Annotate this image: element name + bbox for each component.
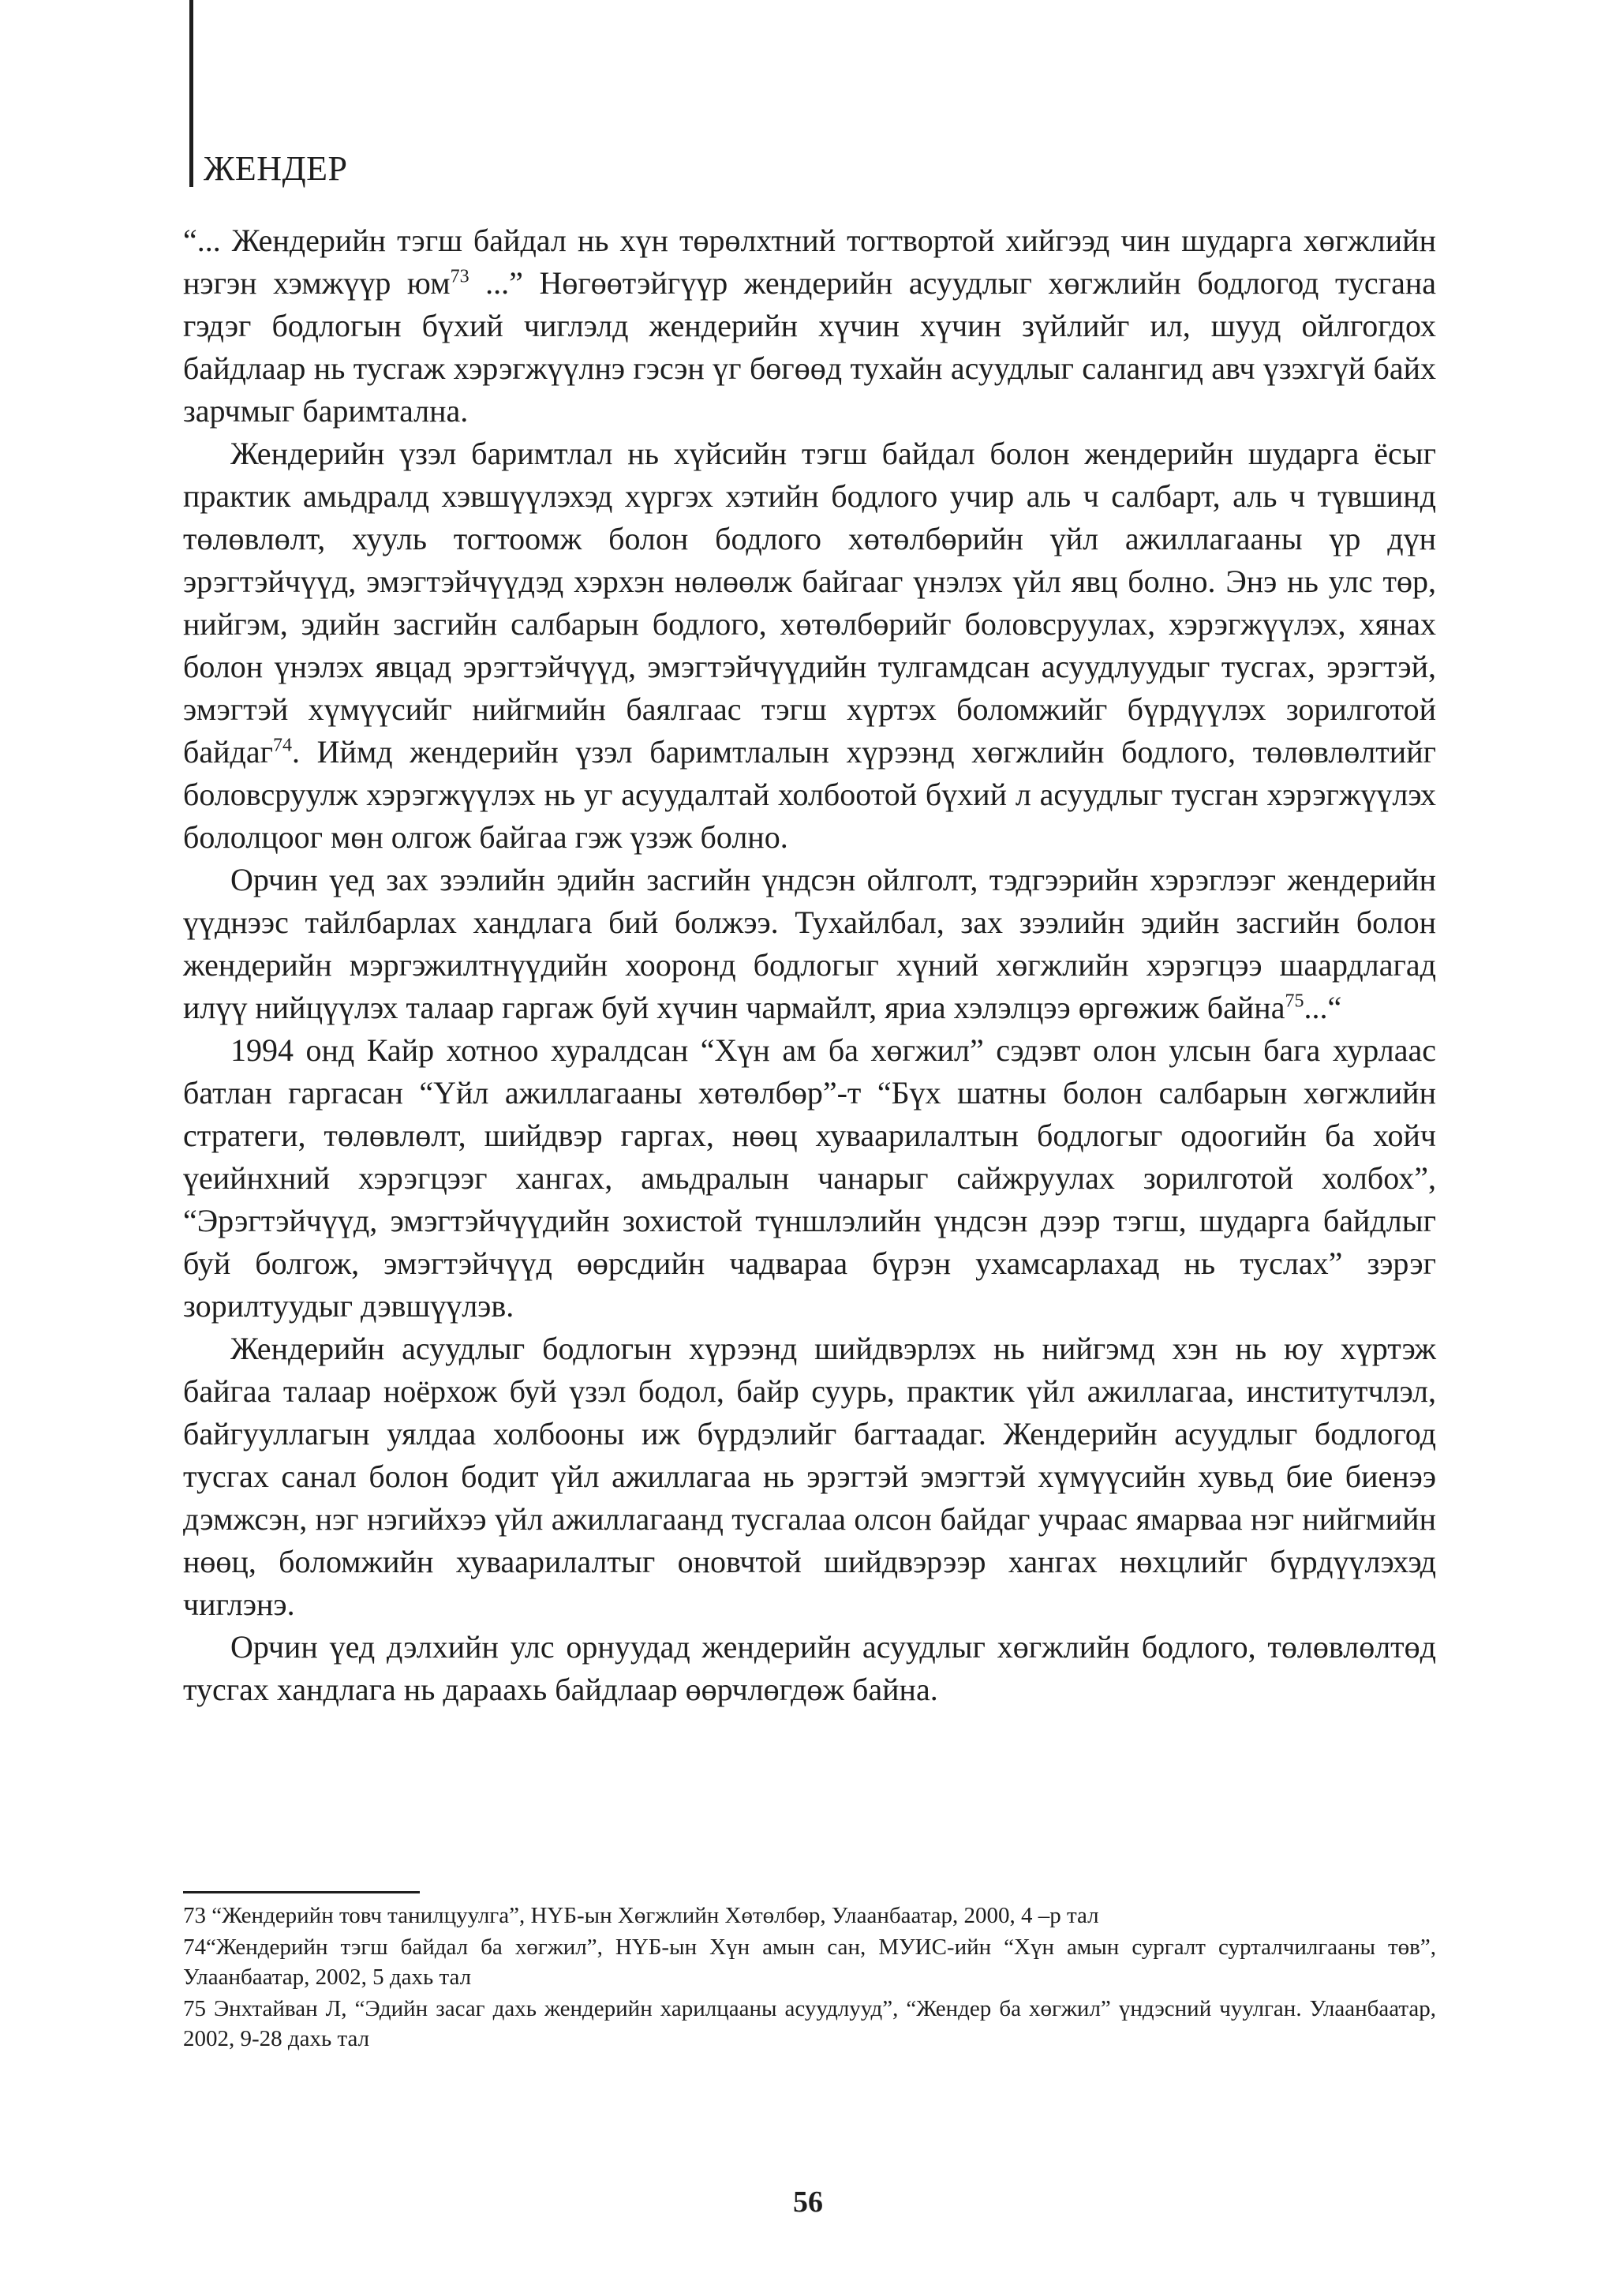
header-vertical-rule xyxy=(189,0,193,187)
footnote-ref-74[interactable]: 74 xyxy=(273,735,293,756)
footnote-ref-73[interactable]: 73 xyxy=(450,266,469,287)
paragraph-5: Жендерийн асуудлыг бодлогын хүрээнд шийдвэрлэх нь нийгэмд хэн нь юу хүртэж байгаа талаар ноёрхож буй үзэл бодол, байр суурь, практик үйл ажиллагаа, институтчлэл, байгууллагын уялдаа холбооны иж бүрдэлийг багтаадаг. Жендерийн асуудлыг бодлогод тусгах санал болон бодит үйл ажиллагаа нь эрэгтэй эмэгтэй хүмүүсийн хувьд бие биенээ дэмжсэн, нэг нэгийхээ үйл ажиллагаанд тусгалаа олсон байдаг учраас ямарваа нэг нийгмийн нөөц, боломжийн хуваарилалтыг оновчтой шийдвэрээр хангах нөхцлийг бүрдүүлэхэд чиглэнэ. xyxy=(183,1331,1436,1622)
footnote-74: 74“Жендерийн тэгш байдал ба хөгжил”, НҮБ-ын Хүн амын сан, МУИС-ийн “Хүн амын сургалт сурталчилгааны төв”, Улаанбаатар, 2002, 5 дахь тал xyxy=(183,1935,1436,1990)
footnote-separator xyxy=(183,1891,420,1893)
paragraph-2: Жендерийн үзэл баримтлал нь хүйсийн тэгш байдал болон жендерийн шударга ёсыг практик амьдралд хэвшүүлэхэд хүргэх хэтийн бодлого учир аль ч салбарт, аль ч түвшинд төлөвлөлт, хууль тогтоомж болон бодлого хөтөлбөрийн үйл ажиллагааны үр дүн эрэгтэйчүүд, эмэгтэйчүүдэд хэрхэн нөлөөлж байгааг үнэлэх үйл явц болно. Энэ нь улс төр, нийгэм, эдийн засгийн салбарын бодлого, хөтөлбөрийг боловсруулах, хэрэгжүүлэх, хянах болон үнэлэх явцад эрэгтэйчүүд, эмэгтэйчүүдийн тулгамдсан асуудлуудыг тусгах, эрэгтэй, эмэгтэй хүмүүсийг нийгмийн баялгаас тэгш хүртэх боломжийг бүрдүүлэх зорилготой байдаг$^{74}$. Иймд жендерийн үзэл баримтлалын хүрээнд хөгжлийн бодлого, төлөвлөлтийг боловсруулж хэрэгжүүлэх нь уг асуудалтай холбоотой бүхий л асуудлыг тусган хэрэгжүүлэх бололцоог мөн олгож байгаа гэж үзэж болно. xyxy=(183,436,1436,855)
page-number: 56 xyxy=(793,2186,823,2219)
body-text xyxy=(183,219,1436,1711)
paragraph-4: 1994 онд Кайр хотноо хуралдсан “Хүн ам ба хөгжил” сэдэвт олон улсын бага хурлаас батлан гаргасан “Үйл ажиллагааны хөтөлбөр”-т “Бүх шатны болон салбарын хөгжлийн стратеги, төлөвлөлт, шийдвэр гаргах, нөөц хуваарилалтын бодлогыг одоогийн ба хойч үеийнхний хэрэгцээг хангах, амьдралын чанарыг сайжруулах зорилготой холбох”, “Эрэгтэйчүүд, эмэгтэйчүүдийн зохистой түншлэлийн үндсэн дээр тэгш, шударга байдлыг буй болгож, эмэгтэйчүүд өөрсдийн чадвараа бүрэн ухамсарлахад нь туслах” зэрэг зорилтуудыг дэвшүүлэв. xyxy=(183,1032,1436,1324)
paragraph-6: Орчин үед дэлхийн улс орнуудад жендерийн асуудлыг хөгжлийн бодлого, төлөвлөлтөд тусгах хандлага нь дараахь байдлаар өөрчлөгдөж байна. xyxy=(183,1629,1436,1707)
footnote-75: 75 Энхтайван Л, “Эдийн засаг дахь жендерийн харилцааны асуудлууд”, “Жендер ба хөгжил” үндэсний чуулган. Улаанбаатар, 2002, 9-28 дахь тал xyxy=(183,1996,1436,2051)
footnote-ref-75[interactable]: 75 xyxy=(1285,991,1304,1012)
running-header: ЖЕНДЕР xyxy=(204,149,348,188)
footnotes xyxy=(183,1901,1436,2055)
paragraph-1: “... Жендерийн тэгш байдал нь хүн төрөлхтний тогтвортой хийгээд чин шударга хөгжлийн нэгэн хэмжүүр $юм^{73}$ ...” Нөгөөтэйгүүр жендерийн асуудлыг хөгжлийн бодлогод тусгана гэдэг бодлогын бүхий чиглэлд жендерийн хүчин хүчин зүйлийг ил, шууд ойлгогдох байдлаар нь тусгаж хэрэгжүүлнэ гэсэн үг бөгөөд тухайн асуудлыг салангид авч үзэхгүй байх зарчмыг баримтална. xyxy=(183,223,1436,429)
paragraph-3: Орчин үед зах зээлийн эдийн засгийн үндсэн ойлголт, тэдгээрийн хэрэглээг жендерийн үүднээс тайлбарлах хандлага бий болжээ. Тухайлбал, зах зээлийн эдийн засгийн болон жендерийн мэргэжилтнүүдийн хооронд бодлогыг хүний хөгжлийн хэрэгцээ шаардлагад илүү нийцүүлэх талаар гаргаж буй хүчин чармайлт, яриа хэлэлцээ өргөжиж байна$^{75}$...“ xyxy=(183,862,1436,1025)
footnote-73: 73 “Жендерийн товч танилцуулга”, НҮБ-ын Хөгжлийн Хөтөлбөр, Улаанбаатар, 2000, 4 –р тал xyxy=(183,1903,1099,1928)
